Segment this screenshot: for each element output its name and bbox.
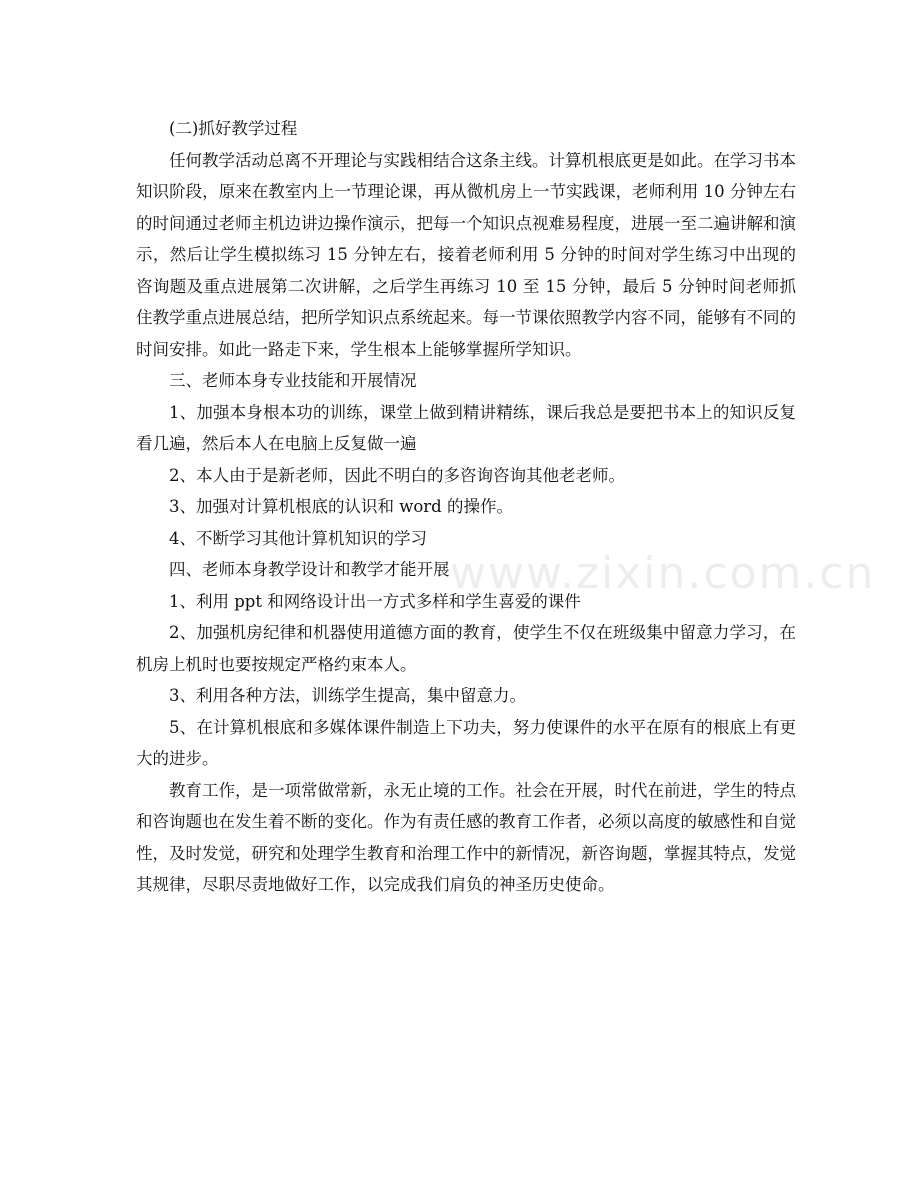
list-item-design-5: 5、在计算机根底和多媒体课件制造上下功夫，努力使课件的水平在原有的根底上有更大的进步。 bbox=[136, 717, 796, 768]
watermark: www.zixin.com.cn bbox=[450, 548, 876, 599]
list-item-design-3: 3、利用各种方法，训练学生提高，集中留意力。 bbox=[169, 686, 526, 705]
list-item-skills-2: 2、本人由于是新老师，因此不明白的多咨询咨询其他老老师。 bbox=[169, 465, 625, 485]
list-item-design-1: 1、利用 ppt 和网络设计出一方式多样和学生喜爱的课件 bbox=[169, 591, 581, 611]
section-heading-teaching-design: 四、老师本身教学设计和教学才能开展 bbox=[169, 560, 450, 579]
list-item-skills-4: 4、不断学习其他计算机知识的学习 bbox=[169, 528, 427, 548]
paragraph-conclusion: 教育工作，是一项常做常新，永无止境的工作。社会在开展，时代在前进，学生的特点和咨询题也在发生着不断的变化。作为有责任感的教育工作者，必须以高度的敏感性和自觉性，及时发觉，研究和处理学生教育和治理工作中的新情况，新咨询题，掌握其特点，发觉其规律，尽职尽责地做好工作，以完成我们肩负的神圣历史使命。 bbox=[136, 780, 796, 894]
document-body bbox=[136, 113, 796, 901]
list-item-design-2: 2、加强机房纪律和机器使用道德方面的教育，使学生不仅在班级集中留意力学习，在机房上机时也要按规定严格约束本人。 bbox=[136, 623, 796, 674]
list-item-skills-3: 3、加强对计算机根底的认识和 word 的操作。 bbox=[169, 497, 513, 516]
section-heading-teacher-skills: 三、老师本身专业技能和开展情况 bbox=[169, 371, 417, 390]
list-item-skills-1: 1、加强本身根本功的训练，课堂上做到精讲精练，课后我总是要把书本上的知识反复看几遍，然后本人在电脑上反复做一遍 bbox=[136, 402, 796, 453]
paragraph-teaching-process: 任何教学活动总离不开理论与实践相结合这条主线。计算机根底更是如此。在学习书本知识阶段，原来在教室内上一节理论课，再从微机房上一节实践课，老师利用 10 分钟左右的时间通过老师主机边讲边操作演示，把每一个知识点视难易程度，进展一至二遍讲解和演示，然后让学生模拟练习 15 分钟左右，接着老师利用 5 分钟的时间对学生练习中出现的咨询题及重点进展第二次讲解，之后学生再练习 10 至 15 分钟，最后 5 分钟时间老师抓住教学重点进展总结，把所学知识点系统起来。每一节课依照教学内容不同，能够有不同的时间安排。如此一路走下来，学生根本上能够掌握所学知识。 bbox=[136, 150, 796, 359]
section-heading-teaching-process: (二)抓好教学过程 bbox=[169, 119, 298, 138]
